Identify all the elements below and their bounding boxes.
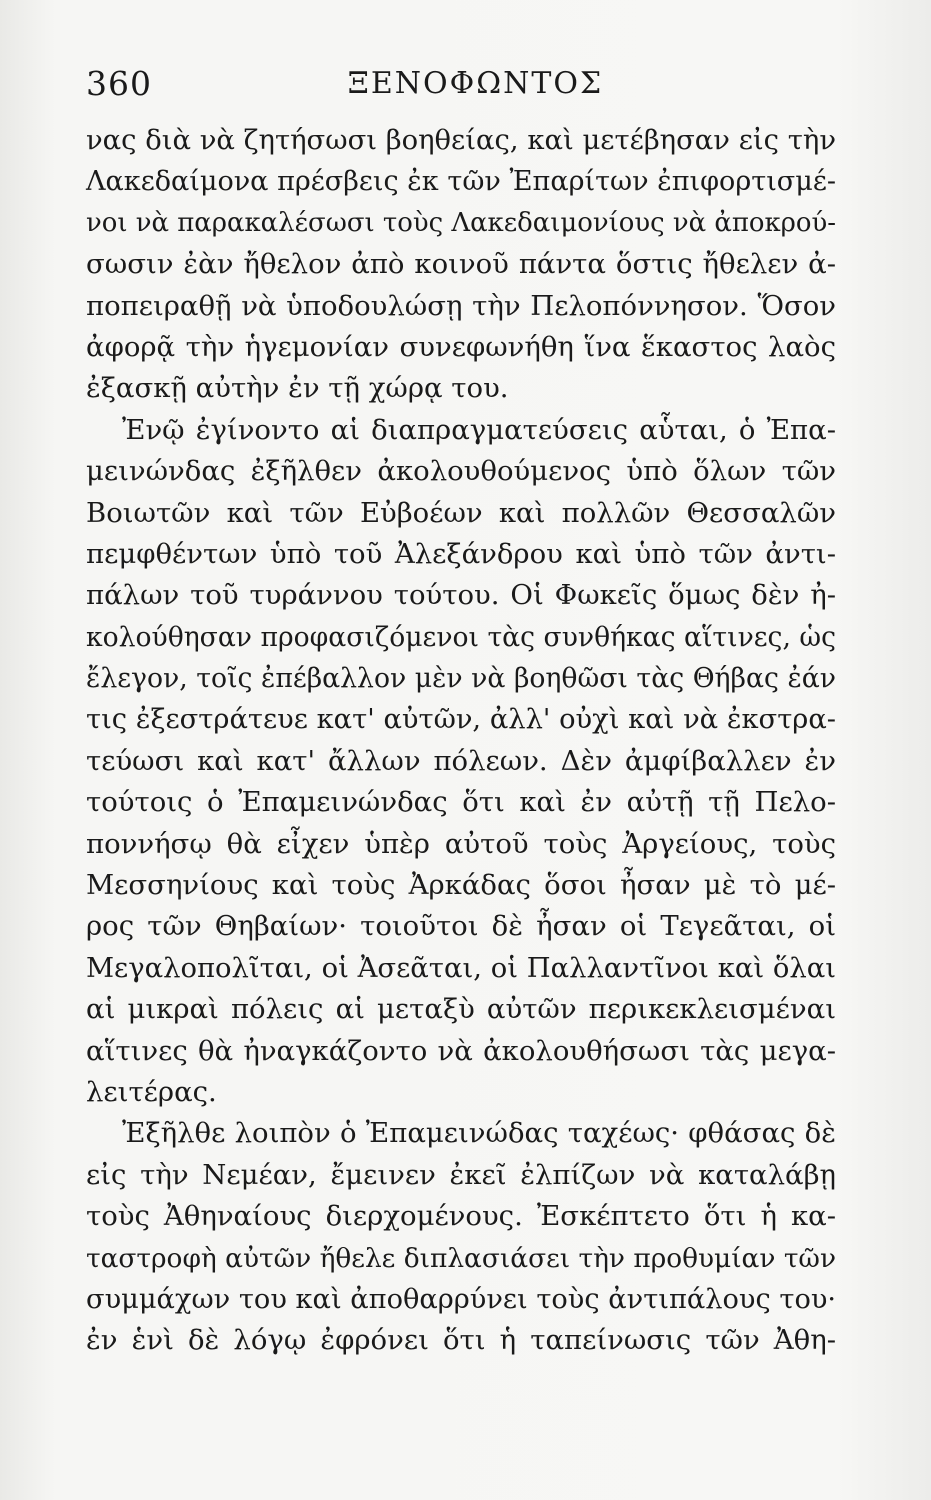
running-head: ΞΕΝΟΦΩΝΤΟΣ [347, 66, 604, 101]
text-line: ρος τῶν Θηβαίων· τοιοῦτοι δὲ ἦσαν οἱ Τεγεᾶται, οἱ [86, 910, 836, 943]
text-line: αἱ μικραὶ πόλεις αἱ μεταξὺ αὐτῶν περικεκλεισμέναι [86, 993, 836, 1026]
text-line: τοὺς Ἀθηναίους διερχομένους. Ἐσκέπτετο ὅτι ἡ κα- [86, 1200, 836, 1233]
text-line: πεμφθέντων ὑπὸ τοῦ Ἀλεξάνδρου καὶ ὑπὸ τῶν ἀντι- [86, 537, 836, 570]
text-line: Λακεδαίμονα πρέσβεις ἐκ τῶν Ἐπαρίτων ἐπιφορτισμέ- [86, 166, 836, 198]
text-line: Μεσσηνίους καὶ τοὺς Ἀρκάδας ὅσοι ἦσαν μὲ τὸ μέ- [86, 869, 836, 902]
text-line: ἔλεγον, τοῖς ἐπέβαλλον μὲν νὰ βοηθῶσι τὰς Θήβας ἐάν [86, 663, 836, 695]
text-line: Βοιωτῶν καὶ τῶν Εὐβοέων καὶ πολλῶν Θεσσαλῶν [86, 496, 836, 529]
text-line: τις ἐξεστράτευε κατ' αὐτῶν, ἀλλ' οὐχὶ καὶ νὰ ἐκστρα- [86, 704, 836, 736]
text-line: εἰς τὴν Νεμέαν, ἔμεινεν ἐκεῖ ἐλπίζων νὰ καταλάβῃ [86, 1158, 836, 1191]
text-line: πάλων τοῦ τυράννου τούτου. Οἱ Φωκεῖς ὅμως δὲν ἠ- [86, 579, 836, 612]
text-line: κολούθησαν προφασιζόμενοι τὰς συνθήκας αἵτινες, ὡς [86, 621, 836, 653]
text-line: λειτέρας. [86, 1075, 217, 1108]
text-line: τούτοις ὁ Ἐπαμεινώνδας ὅτι καὶ ἐν αὐτῇ τῇ Πελο- [86, 786, 836, 819]
page-number: 360 [86, 64, 152, 103]
text-line: ἀφορᾷ τὴν ἡγεμονίαν συνεφωνήθη ἵνα ἕκαστος λαὸς [86, 330, 836, 363]
text-line: Ἐνῷ ἐγίνοντο αἱ διαπραγματεύσεις αὗται, ὁ Ἐπα- [122, 413, 836, 446]
text-line: ποννήσῳ θὰ εἶχεν ὑπὲρ αὐτοῦ τοὺς Ἀργείους, τοὺς [86, 827, 836, 860]
text-line: ποπειραθῇ νὰ ὑποδουλώσῃ τὴν Πελοπόννησον. Ὅσον [86, 289, 836, 322]
text-line: τεύωσι καὶ κατ' ἄλλων πόλεων. Δὲν ἀμφίβαλλεν ἐν [86, 744, 836, 777]
body-text [86, 120, 836, 1362]
text-line: αἵτινες θὰ ἠναγκάζοντο νὰ ἀκολουθήσωσι τὰς μεγα- [86, 1034, 836, 1067]
text-line: νας διὰ νὰ ζητήσωσι βοηθείας, καὶ μετέβησαν εἰς τὴν [86, 125, 836, 156]
text-line: ἐξασκῇ αὐτὴν ἐν τῇ χώρᾳ του. [86, 372, 509, 405]
text-line: Ἐξῆλθε λοιπὸν ὁ Ἐπαμεινώδας ταχέως· φθάσας δὲ [122, 1117, 836, 1150]
text-line: συμμάχων του καὶ ἀποθαρρύνει τοὺς ἀντιπάλους του· [86, 1283, 837, 1315]
text-line: ταστροφὴ αὐτῶν ἤθελε διπλασιάσει τὴν προθυμίαν τῶν [86, 1242, 836, 1274]
text-line: νοι νὰ παρακαλέσωσι τοὺς Λακεδαιμονίους νὰ ἀποκρού- [86, 207, 836, 238]
text-line: Μεγαλοπολῖται, οἱ Ἀσεᾶται, οἱ Παλλαντῖνοι καὶ ὅλαι [86, 952, 836, 984]
text-line: μεινώνδας ἐξῆλθεν ἀκολουθούμενος ὑπὸ ὅλων τῶν [86, 455, 836, 488]
text-line: σωσιν ἐὰν ἤθελον ἀπὸ κοινοῦ πάντα ὅστις ἤθελεν ἀ- [86, 248, 836, 281]
text-line: ἐν ἑνὶ δὲ λόγῳ ἐφρόνει ὅτι ἡ ταπείνωσις τῶν Ἀθη- [86, 1324, 836, 1357]
